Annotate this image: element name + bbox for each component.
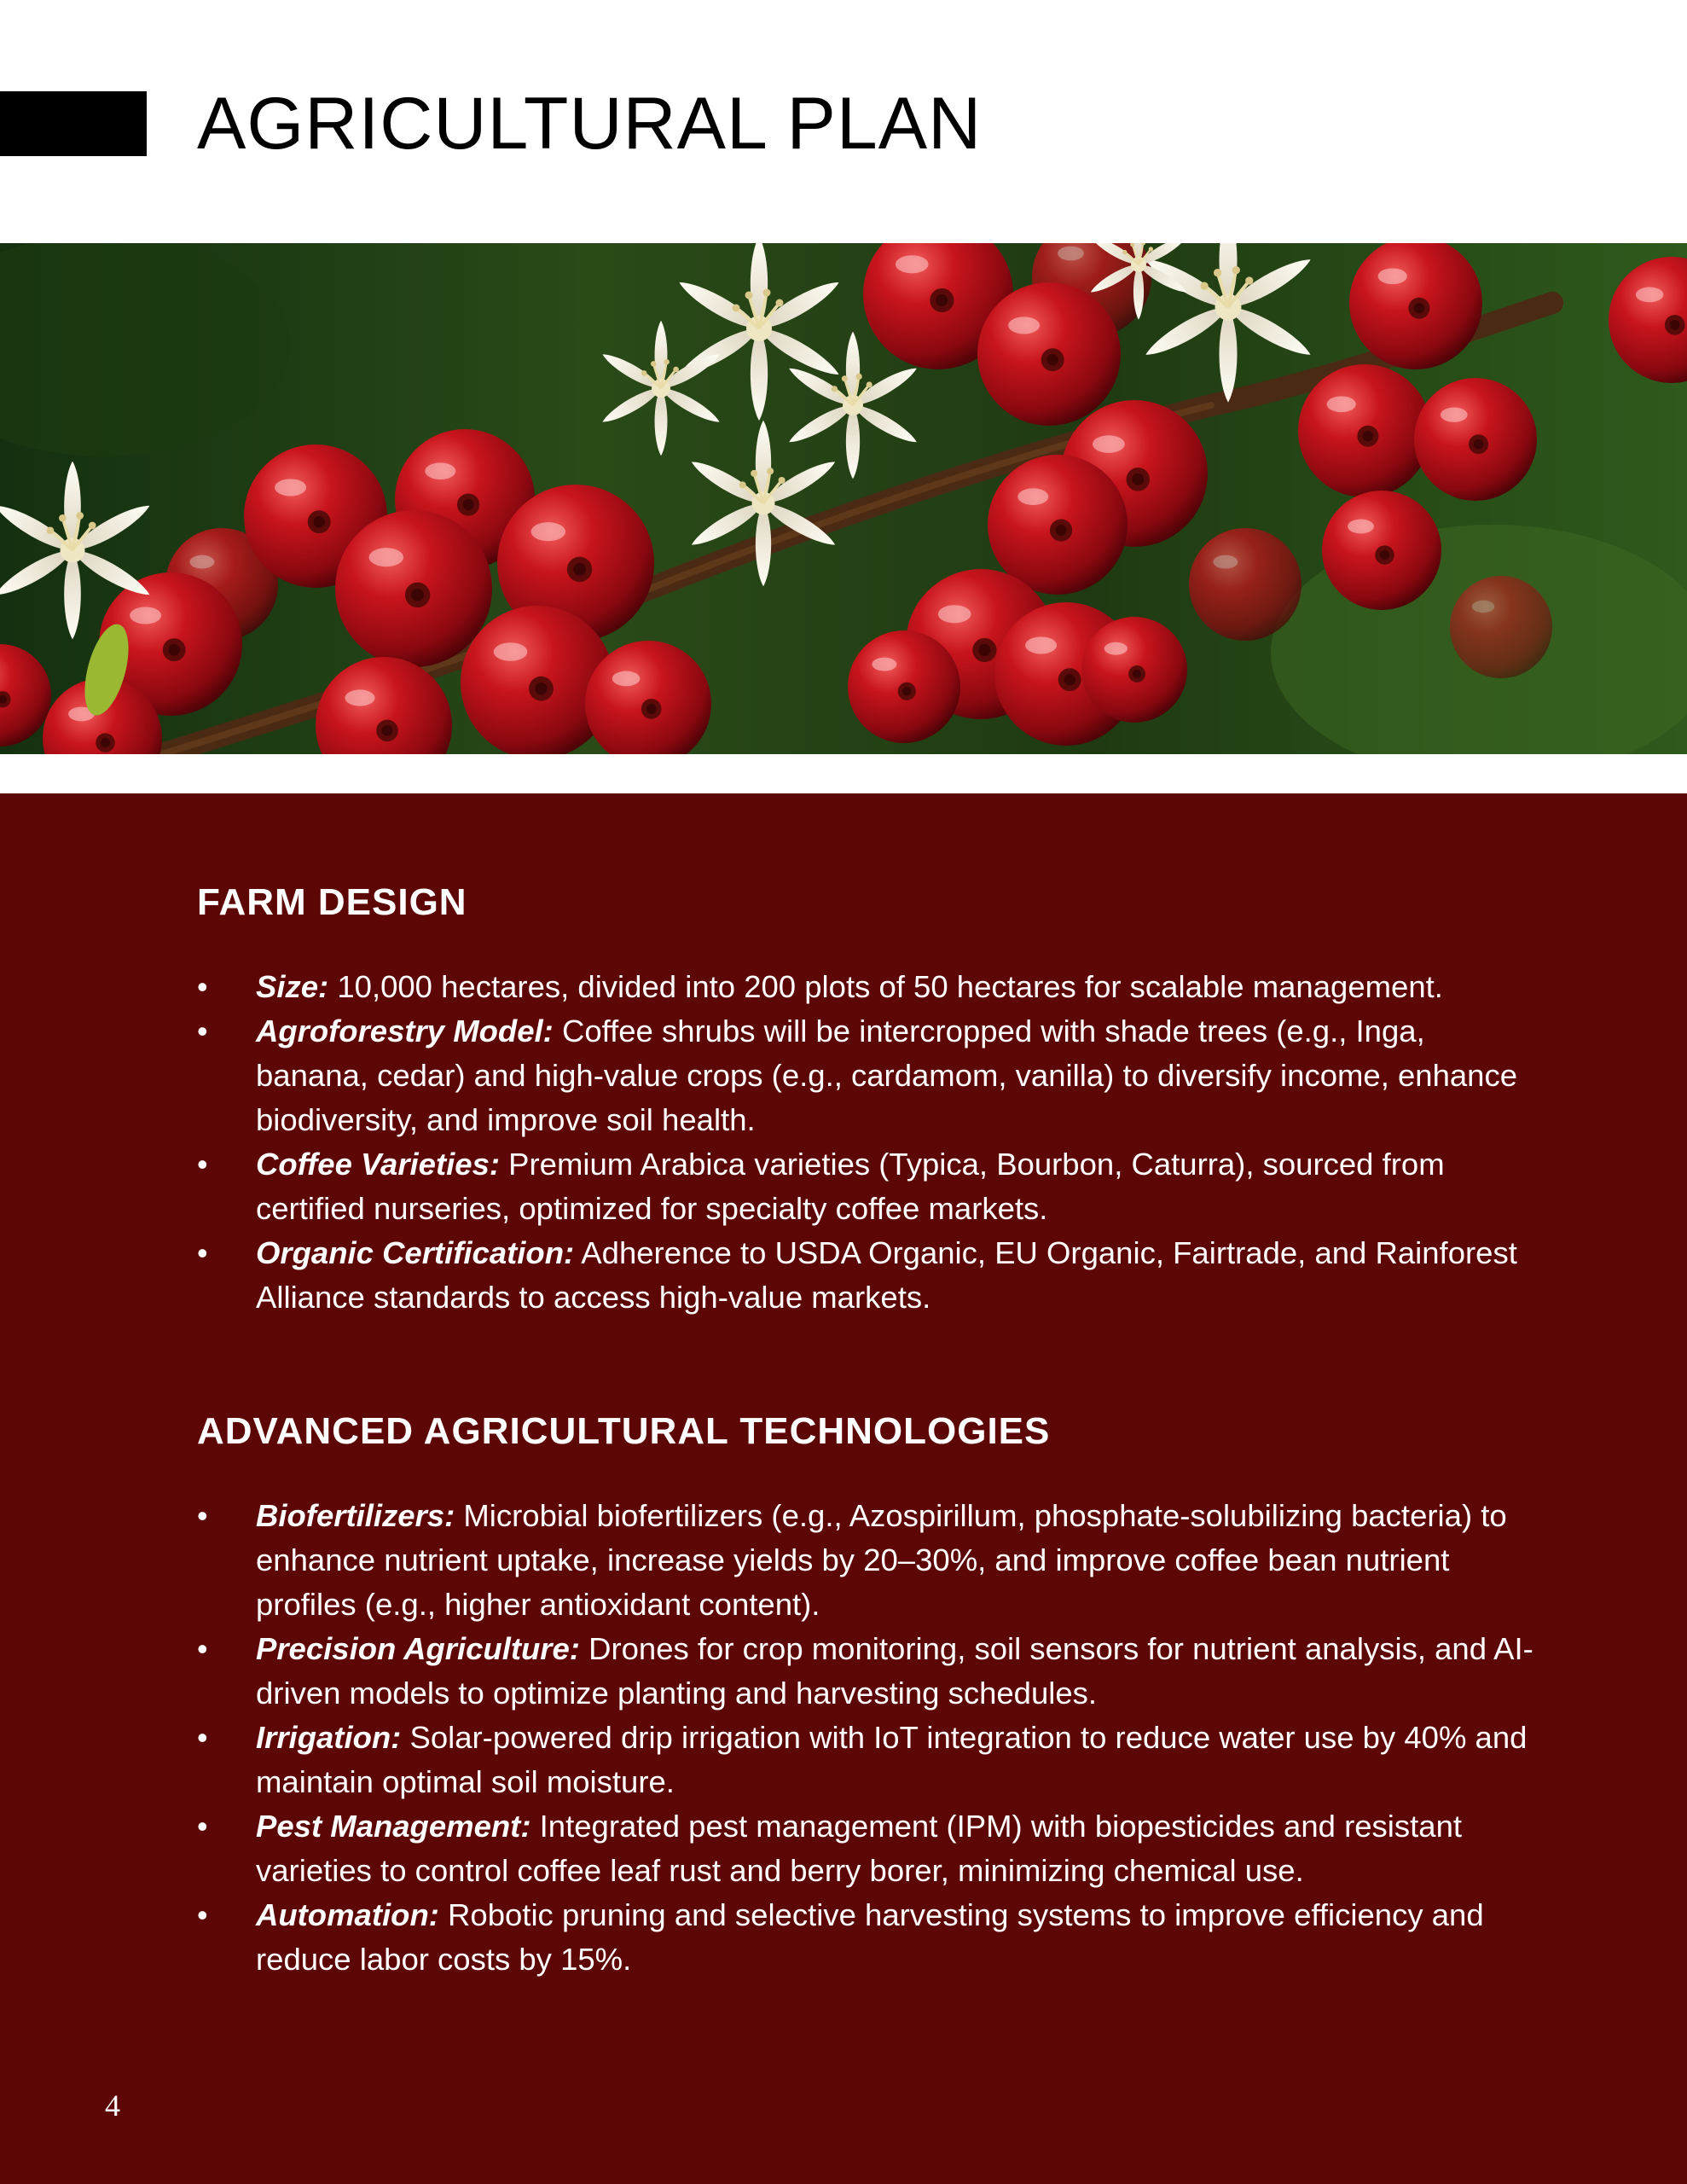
item-text: Coffee shrubs will be intercropped with shade trees (e.g., Inga, banana, cedar) and high-value crops (e.g., cardamom, vanilla) to diversify income, enhance biodiversity, and improve soil health. [256, 1014, 1518, 1137]
technologies-list [197, 1494, 1545, 1982]
item-label: Organic Certification: [256, 1235, 575, 1270]
hero-image [0, 243, 1687, 754]
item-text: Microbial biofertilizers (e.g., Azospirillum, phosphate-solubilizing bacteria) to enhance nutrient uptake, increase yields by 20–30%, and improve coffee bean nutrient profiles (e.g., higher antioxidant content). [256, 1498, 1507, 1622]
section-heading: FARM DESIGN [197, 881, 467, 923]
item-label: Biofertilizers: [256, 1498, 455, 1533]
title-accent-bar [0, 91, 147, 156]
list-item [197, 1804, 1545, 1893]
list-item [197, 1893, 1545, 1982]
list-item [197, 1231, 1545, 1320]
item-text: Adherence to USDA Organic, EU Organic, Fairtrade, and Rainforest Alliance standards to access high-value markets. [256, 1235, 1517, 1315]
farm-design-list [197, 965, 1545, 1320]
bullet-icon: • [197, 1235, 208, 1270]
item-text: Premium Arabica varieties (Typica, Bourbon, Caturra), sourced from certified nurseries, optimized for specialty coffee markets. [256, 1147, 1445, 1226]
bullet-icon: • [197, 1809, 208, 1844]
list-item [197, 1142, 1545, 1231]
section-heading: ADVANCED AGRICULTURAL TECHNOLOGIES [197, 1410, 1051, 1452]
item-text: Solar-powered drip irrigation with IoT integration to reduce water use by 40% and maintain optimal soil moisture. [256, 1720, 1528, 1799]
page-number: 4 [105, 2088, 120, 2123]
list-item [197, 1627, 1545, 1716]
bullet-icon: • [197, 1720, 208, 1755]
list-item [197, 1716, 1545, 1804]
bullet-icon: • [197, 1897, 208, 1932]
section-farm-design [197, 880, 1545, 1320]
list-item [197, 1494, 1545, 1627]
item-label: Agroforestry Model: [256, 1014, 554, 1048]
item-label: Size: [256, 969, 329, 1004]
bullet-icon: • [197, 1498, 208, 1533]
bullet-icon: • [197, 1147, 208, 1182]
item-text: Drones for crop monitoring, soil sensors for nutrient analysis, and AI-driven models to optimize planting and harvesting schedules. [256, 1631, 1533, 1711]
item-text: Integrated pest management (IPM) with biopesticides and resistant varieties to control coffee leaf rust and berry borer, minimizing chemical use. [256, 1809, 1463, 1888]
item-label: Precision Agriculture: [256, 1631, 580, 1666]
bullet-icon: • [197, 969, 208, 1004]
item-label: Automation: [256, 1897, 439, 1932]
section-advanced-technologies [197, 1409, 1545, 1982]
list-item [197, 965, 1545, 1009]
content-panel [0, 793, 1687, 2184]
list-item [197, 1009, 1545, 1142]
item-label: Pest Management: [256, 1809, 531, 1844]
bullet-icon: • [197, 1014, 208, 1048]
item-text: 10,000 hectares, divided into 200 plots of 50 hectares for scalable management. [328, 969, 1443, 1004]
page-title: AGRICULTURAL PLAN [197, 83, 983, 165]
bullet-icon: • [197, 1631, 208, 1666]
item-label: Coffee Varieties: [256, 1147, 501, 1182]
item-text: Robotic pruning and selective harvesting systems to improve efficiency and reduce labor costs by 15%. [256, 1897, 1484, 1977]
coffee-cherries-image [0, 243, 1687, 754]
item-label: Irrigation: [256, 1720, 402, 1755]
